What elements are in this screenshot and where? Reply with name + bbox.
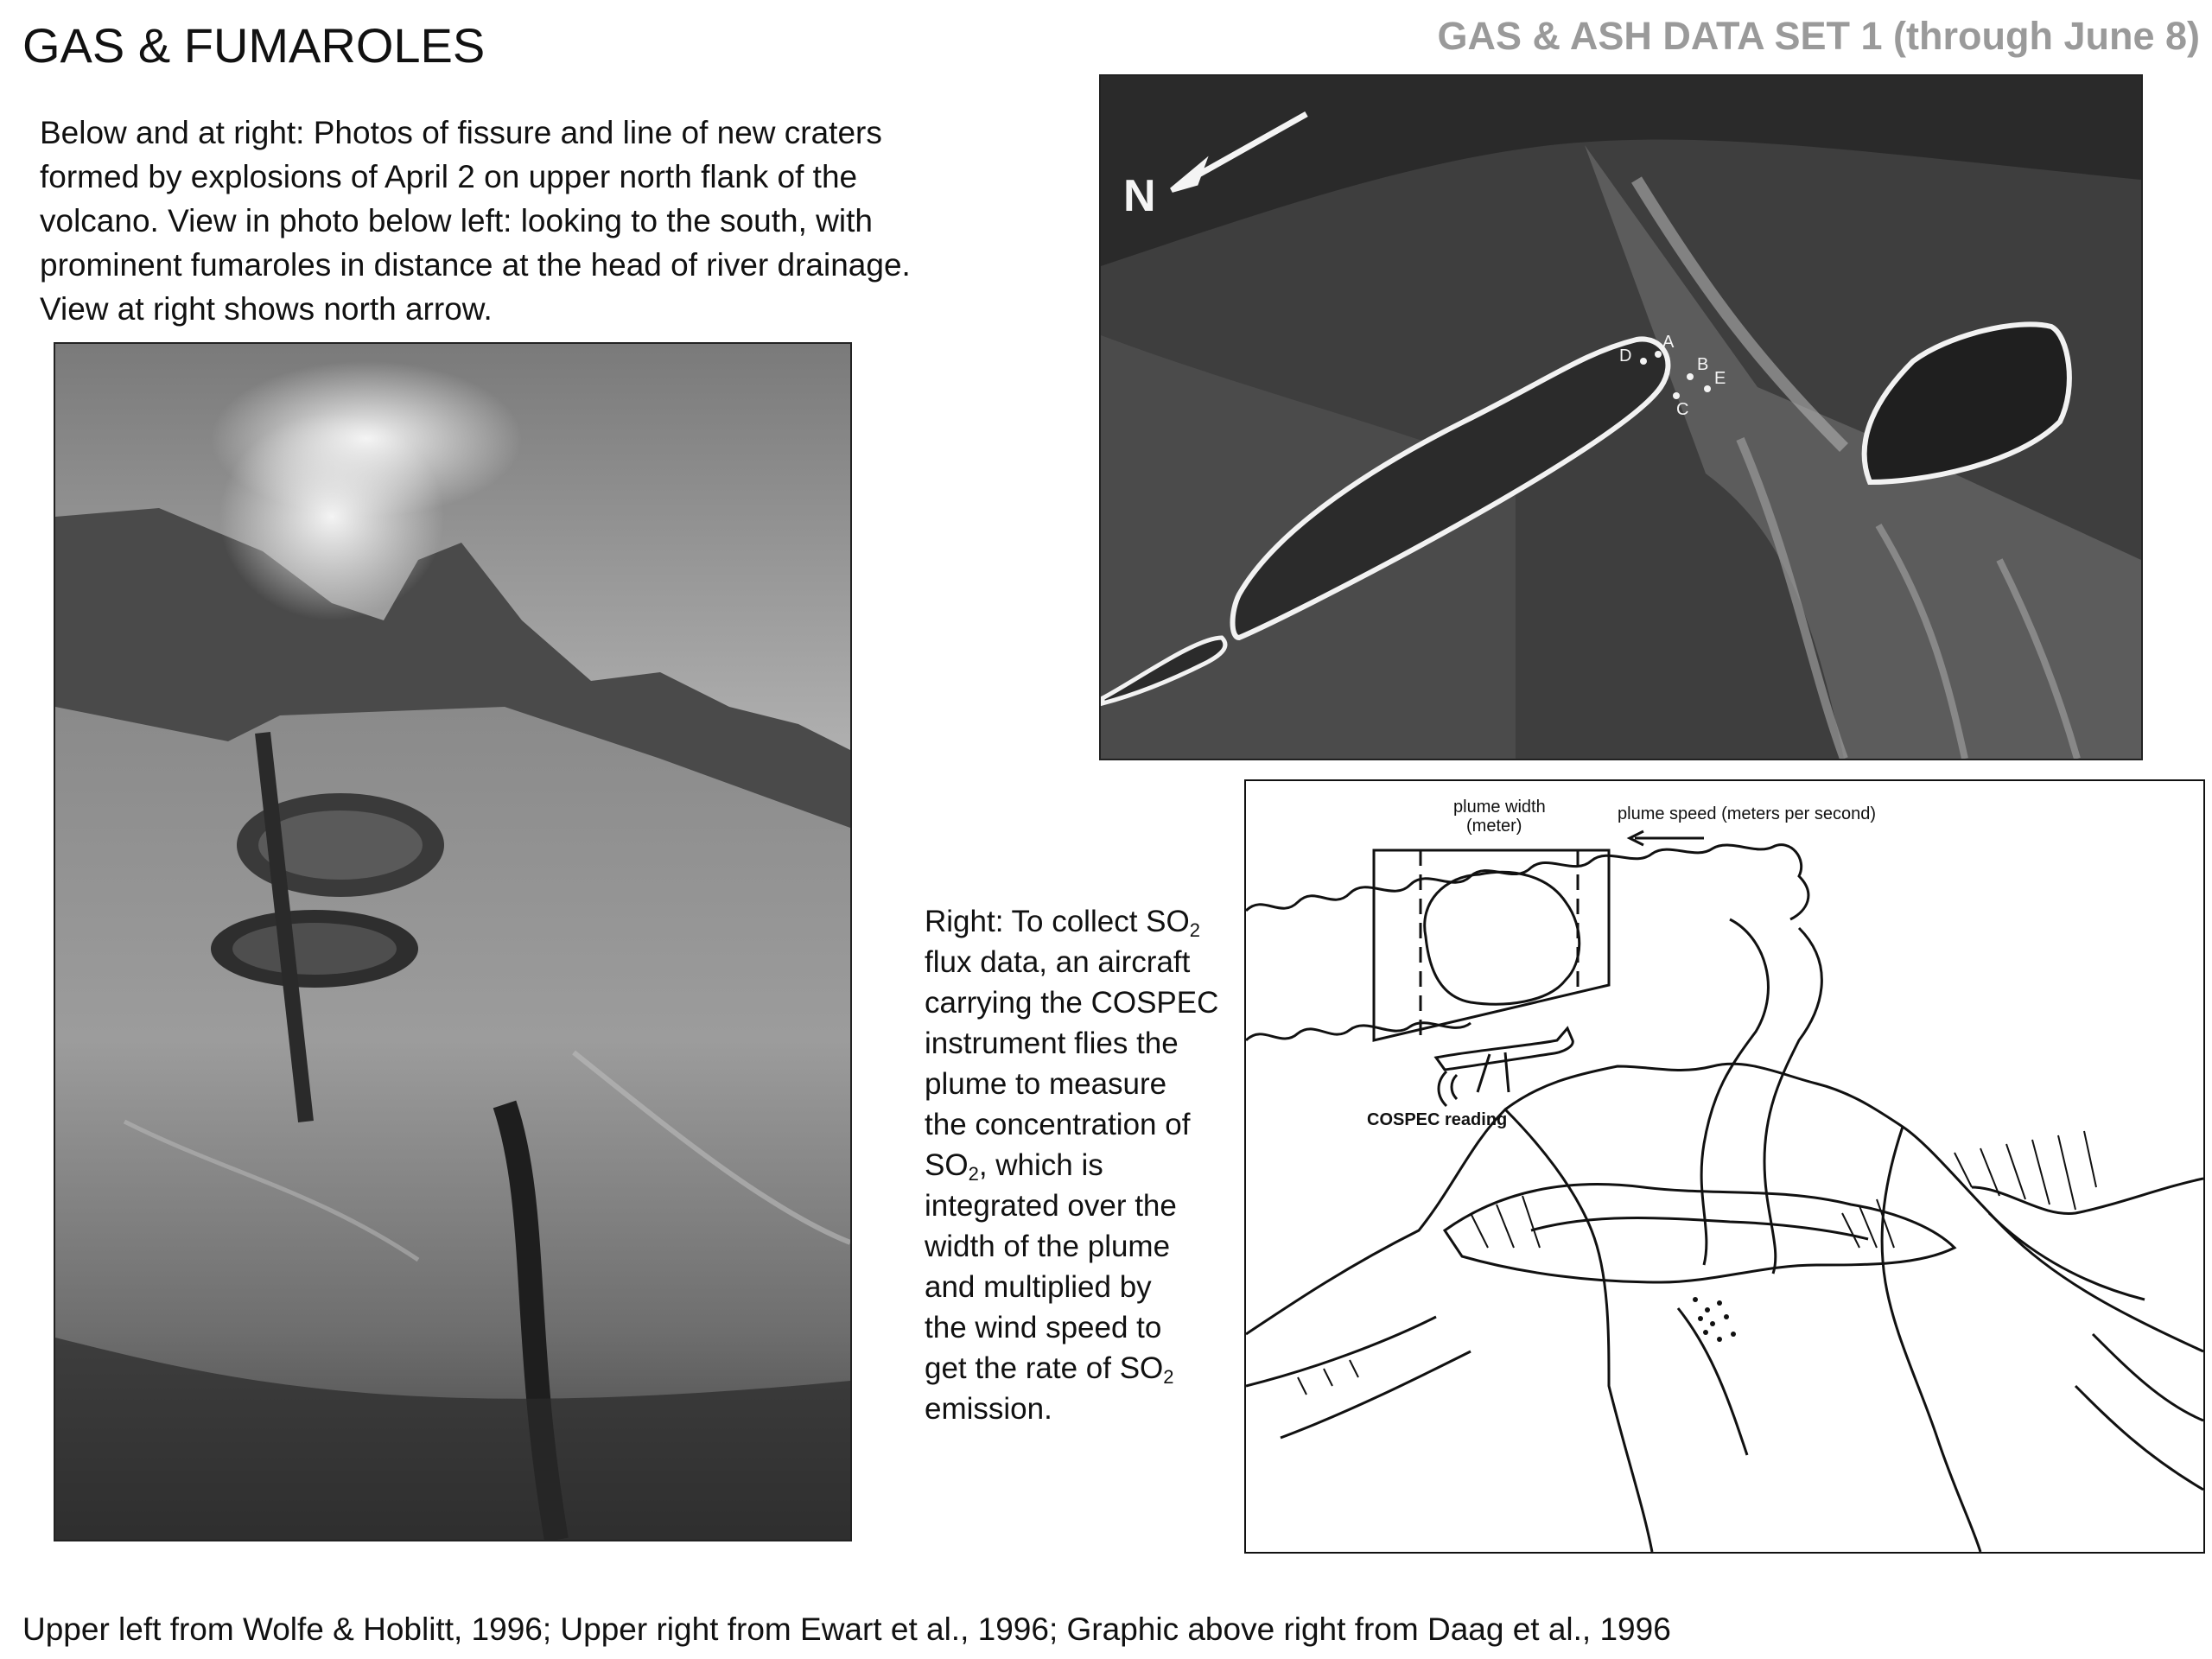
cospec-diagram [1244, 779, 2205, 1554]
cospec-paragraph [925, 901, 1218, 1429]
point-a-dot [1655, 351, 1662, 358]
plume-speed-label: plume speed (meters per second) [1618, 804, 1877, 823]
plume-width-unit-label: (meter) [1466, 817, 1522, 836]
aerial-crater-photo [1099, 74, 2143, 760]
intro-paragraph [40, 111, 990, 331]
point-a-label: A [1662, 333, 1675, 352]
plume-width-label: plume width [1453, 798, 1546, 817]
point-b-label: B [1697, 355, 1709, 374]
intro-line: Below and at right: Photos of fissure and line of new craters [40, 115, 882, 150]
cospec-line: plume to measure [925, 1067, 1167, 1101]
cospec-text: , which is [978, 1148, 1103, 1182]
cospec-text: SO [925, 1148, 969, 1182]
cospec-line: integrated over the [925, 1189, 1177, 1223]
subscript: 2 [968, 1163, 979, 1185]
fissure-photo-image [55, 344, 850, 1540]
cospec-line [925, 1348, 1218, 1389]
intro-line: prominent fumaroles in distance at the head of river drainage. [40, 247, 911, 283]
dataset-label: GAS & ASH DATA SET 1 (through June 8) [1437, 14, 2200, 58]
cospec-line: the concentration of [925, 1108, 1191, 1141]
point-b-dot [1687, 373, 1694, 380]
subscript: 2 [1163, 1366, 1174, 1388]
point-e-label: E [1714, 369, 1726, 388]
point-e-dot [1704, 385, 1711, 392]
point-d-dot [1640, 358, 1647, 365]
fissure-photo [54, 342, 852, 1541]
point-c-label: C [1676, 400, 1689, 419]
cospec-line: the wind speed to [925, 1311, 1162, 1344]
point-c-dot [1673, 392, 1680, 399]
cospec-line [925, 901, 1218, 942]
north-label: N [1123, 171, 1156, 221]
cospec-reading-label: COSPEC reading [1367, 1110, 1508, 1129]
cospec-line: and multiplied by [925, 1270, 1152, 1304]
cospec-line: emission. [925, 1392, 1052, 1426]
point-d-label: D [1619, 346, 1632, 365]
cospec-line: carrying the COSPEC [925, 986, 1219, 1020]
cospec-text: Right: To collect SO [925, 905, 1190, 938]
subscript: 2 [1189, 919, 1200, 941]
slide-title: GAS & FUMAROLES [22, 18, 486, 73]
cospec-line [925, 1145, 1218, 1185]
cospec-diagram-drawing [1246, 781, 2203, 1552]
image-credits: Upper left from Wolfe & Hoblitt, 1996; Upper right from Ewart et al., 1996; Graphic above right from Daag et al., 1996 [22, 1611, 1671, 1647]
cospec-line: width of the plume [925, 1230, 1171, 1263]
aerial-photo-image [1101, 76, 2141, 759]
intro-line: formed by explosions of April 2 on upper north flank of the [40, 159, 858, 194]
cospec-line: instrument flies the [925, 1027, 1179, 1060]
cospec-line: flux data, an aircraft [925, 945, 1191, 979]
cospec-text: get the rate of SO [925, 1351, 1164, 1385]
intro-line: View at right shows north arrow. [40, 291, 493, 327]
intro-line: volcano. View in photo below left: looking to the south, with [40, 203, 873, 238]
